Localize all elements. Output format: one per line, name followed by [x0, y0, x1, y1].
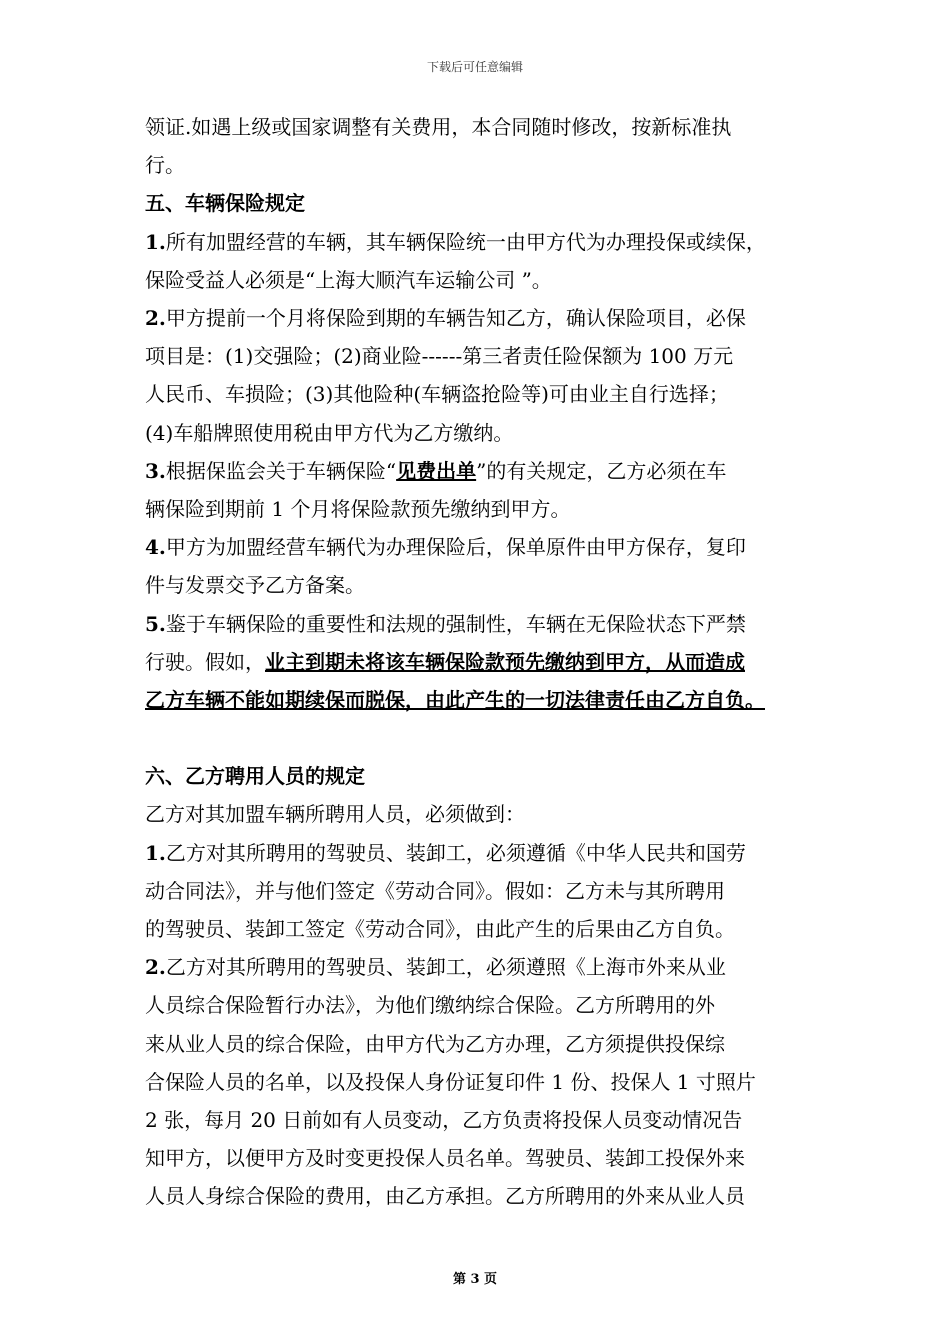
- text-line: 领证.如遇上级或国家调整有关费用，本合同随时修改，按新标准执: [145, 115, 732, 139]
- clause-text: 乙方对其所聘用的驾驶员、装卸工，必须遵循《中华人民共和国劳: [165, 840, 746, 865]
- clause-number: 2.: [145, 306, 166, 331]
- clause-text: ”的有关规定，乙方必须在车: [476, 458, 727, 483]
- clause-number: 5.: [145, 611, 166, 636]
- clause-number: 1.: [145, 229, 166, 254]
- document-body: [145, 108, 815, 1216]
- text-line: 2 张，每月 20 日前如有人员变动，乙方负责将投保人员变动情况告: [145, 1108, 743, 1133]
- clause-text: 鉴于车辆保险的重要性和法规的强制性，车辆在无保险状态下严禁: [165, 611, 746, 636]
- text-line: 人民币、车损险；(3)其他险种(车辆盗抢险等)可由业主自行选择；: [145, 382, 729, 407]
- text-line: 行。: [145, 153, 185, 178]
- text-line: 保险受益人必须是“上海大顺汽车运输公司 ”。: [145, 267, 552, 292]
- paragraph-gap: [145, 719, 815, 757]
- text-line: 合保险人员的名单，以及投保人身份证复印件 1 份、投保人 1 寸照片: [145, 1069, 756, 1094]
- clause-text: 根据保监会关于车辆保险“: [165, 458, 397, 483]
- clause-number: 3.: [145, 458, 166, 483]
- clause-5-1: [145, 223, 815, 261]
- emphasized-term: 见费出单: [396, 458, 477, 483]
- clause-text: 乙方对其所聘用的驾驶员、装卸工，必须遵照《上海市外来从业: [165, 955, 726, 980]
- clause-5-5: [145, 605, 815, 643]
- clause-text: 行驶。假如，: [145, 649, 265, 674]
- text-line: 人员综合保险暂行办法》，为他们缴纳综合保险。乙方所聘用的外: [145, 993, 715, 1018]
- clause-text: 甲方提前一个月将保险到期的车辆告知乙方，确认保险项目，必保: [165, 306, 746, 331]
- text-line: [145, 643, 815, 681]
- text-line: 乙方对其加盟车辆所聘用人员，必须做到：: [145, 802, 525, 827]
- clause-6-2: [145, 948, 815, 986]
- text-line: 人员人身综合保险的费用，由乙方承担。乙方所聘用的外来从业人员: [145, 1184, 745, 1209]
- text-line: 动合同法》，并与他们签定《劳动合同》。假如：乙方未与其所聘用: [145, 878, 725, 903]
- clause-number: 1.: [145, 840, 166, 865]
- header-note: 下载后可任意编辑: [426, 60, 523, 74]
- emphasized-clause: 乙方车辆不能如期续保而脱保，由此产生的一切法律责任由乙方自负。: [145, 688, 765, 713]
- text-line: 辆保险到期前 1 个月将保险款预先缴纳到甲方。: [145, 497, 571, 522]
- clause-5-4: [145, 528, 815, 566]
- clause-6-1: [145, 834, 815, 872]
- clause-text: 甲方为加盟经营车辆代为办理保险后，保单原件由甲方保存，复印: [165, 535, 746, 560]
- page-number: 第 3 页: [452, 1272, 498, 1287]
- section-title-5: 五、车辆保险规定: [145, 191, 305, 216]
- clause-5-3: [145, 452, 815, 490]
- text-line: 件与发票交予乙方备案。: [145, 573, 365, 598]
- section-title-6: 六、乙方聘用人员的规定: [145, 764, 365, 789]
- text-line: 知甲方，以便甲方及时变更投保人员名单。驾驶员、装卸工投保外来: [145, 1146, 745, 1171]
- text-line: (4)车船牌照使用税由甲方代为乙方缴纳。: [145, 420, 514, 445]
- text-line: 来从业人员的综合保险，由甲方代为乙方办理，乙方须提供投保综: [145, 1031, 725, 1056]
- clause-number: 4.: [145, 535, 166, 560]
- text-line: 项目是：(1)交强险；(2)商业险------第三者责任险保额为 100 万元: [145, 344, 734, 369]
- text-line: 的驾驶员、装卸工签定《劳动合同》，由此产生的后果由乙方自负。: [145, 917, 735, 942]
- clause-5-2: [145, 299, 815, 337]
- text-line: [145, 681, 815, 719]
- clause-number: 2.: [145, 955, 166, 980]
- emphasized-clause: 业主到期未将该车辆保险款预先缴纳到甲方，从而造成: [265, 649, 745, 674]
- clause-text: 所有加盟经营的车辆，其车辆保险统一由甲方代为办理投保或续保，: [165, 229, 766, 254]
